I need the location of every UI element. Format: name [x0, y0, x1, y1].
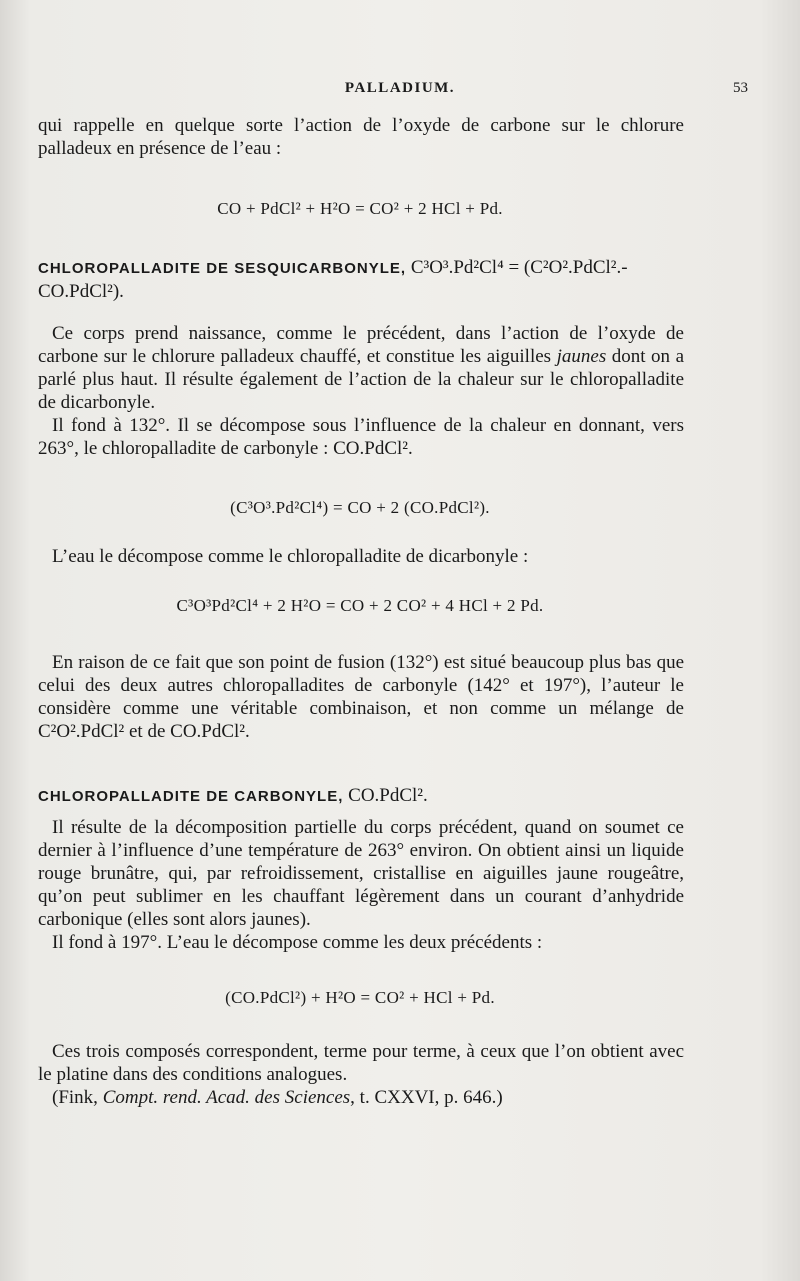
section-formula: C³O³.Pd²Cl⁴ = (C²O².PdCl².-CO.PdCl²).	[38, 257, 628, 302]
paragraph-fusion-point	[38, 651, 684, 743]
equation-decomposition-heat: (C³O³.Pd²Cl⁴) = CO + 2 (CO.PdCl²).	[230, 498, 490, 517]
equation-carbonyle-hydrolysis: (CO.PdCl²) + H²O = CO² + HCl + Pd.	[225, 988, 495, 1007]
paragraph-partial-decomposition	[38, 816, 684, 954]
equation-hydrolysis: C³O³Pd²Cl⁴ + 2 H²O = CO + 2 CO² + 4 HCl + 2 Pd.	[176, 596, 544, 615]
running-header	[0, 80, 800, 102]
paragraph-melting: Il fond à 132°. Il se décompose sous l’influence de la chaleur en donnant, vers 263°, le chloropalladite de carbonyle : CO.PdCl².	[38, 415, 684, 459]
section-heading-carbonyle	[38, 784, 698, 808]
text-run: dont on a parlé plus haut. Il résulte également de l’action de la chaleur sur le chloropalladite de dicarbonyle.	[38, 346, 684, 413]
section-formula: CO.PdCl².	[348, 785, 428, 806]
paragraph-formation	[38, 322, 684, 460]
text-run: (Fink,	[52, 1087, 103, 1108]
paragraph-text: En raison de ce fait que son point de fusion (132°) est situé beaucoup plus bas que celui des deux autres chloropalladites de carbonyle (142° et 197°), l’auteur le considère comme une véritable combinaison, et non comme un mélange de C²O².PdCl² et de CO.PdCl².	[38, 652, 684, 742]
section-title: CHLOROPALLADITE DE SESQUICARBONYLE,	[38, 260, 407, 277]
paragraph-text: qui rappelle en quelque sorte l’action de l’oxyde de carbone sur le chlorure palladeux en présence de l’eau :	[38, 115, 684, 159]
paragraph-text: L’eau le décompose comme le chloropalladite de dicarbonyle :	[52, 546, 529, 567]
citation	[38, 1086, 684, 1109]
paragraph-conclusion	[38, 1040, 684, 1109]
paragraph-text: Ces trois composés correspondent, terme pour terme, à ceux que l’on obtient avec le platine dans des conditions analogues.	[38, 1041, 684, 1085]
journal-title: Compt. rend. Acad. des Sciences	[102, 1087, 351, 1108]
section-heading-sesquicarbonyle	[38, 256, 698, 303]
running-title: PALLADIUM.	[344, 80, 456, 96]
text-run: , t. CXXVI, p. 646.)	[350, 1087, 503, 1108]
text-run: Ce corps prend naissance, comme le précédent, dans l’action de l’oxyde de carbone sur le chlorure palladeux chauffé, et constitue les aiguilles	[38, 323, 684, 367]
section-title: CHLOROPALLADITE DE CARBONYLE,	[38, 788, 344, 805]
paragraph-water	[38, 545, 684, 568]
page-number: 53	[733, 80, 748, 96]
paragraph-melting-197: Il fond à 197°. L’eau le décompose comme les deux précédents :	[52, 932, 543, 953]
equation-co-pdcl2: CO + PdCl² + H²O = CO² + 2 HCl + Pd.	[217, 199, 503, 218]
paragraph-text	[38, 322, 684, 414]
paragraph-intro	[38, 114, 684, 160]
italic-word: jaunes	[556, 346, 607, 367]
paragraph-text: Il résulte de la décomposition partielle du corps précédent, quand on soumet ce dernier à l’influence d’une température de 263° environ. On obtient ainsi un liquide rouge brunâtre, qui, par refroidissement, cristallise en aiguilles jaune rougeâtre, qu’on peut sublimer en les chauffant légèrement dans un courant d’anhydride carbonique (elles sont alors jaunes).	[38, 817, 684, 930]
